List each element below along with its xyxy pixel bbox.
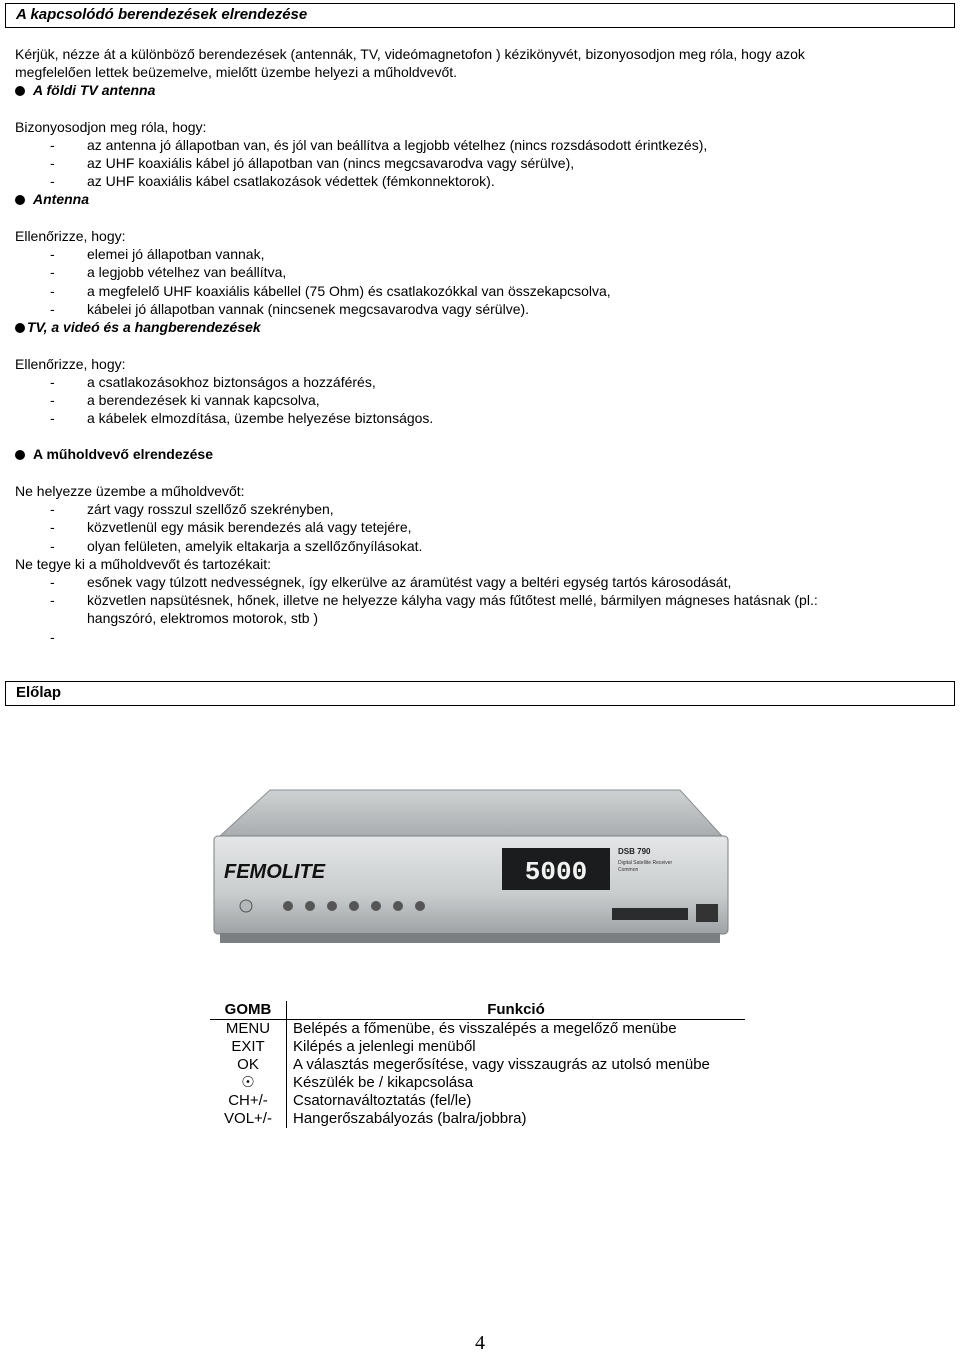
list-item-continuation: hangszóró, elektromos motorok, stb ) xyxy=(87,610,319,626)
heading-antenna: Antenna xyxy=(15,190,89,208)
cell-button: VOL+/- xyxy=(224,1110,272,1127)
header-function: Funkció xyxy=(287,1001,746,1020)
panel-button xyxy=(305,901,315,911)
list-item: - az antenna jó állapotban van, és jól van beállítva a legjobb vételhez (nincs rozsdásodott érintkezés), xyxy=(50,137,708,153)
cell-button: MENU xyxy=(225,1020,271,1037)
list-item: - zárt vagy rosszul szellőző szekrényben, xyxy=(50,501,334,517)
list-item: - a megfelelő UHF koaxiális kábellel (75 Ohm) és csatlakozókkal van összekapcsolva, xyxy=(50,283,611,299)
intro-line-1: Kérjük, nézze át a különböző berendezések (antennák, TV, videómagnetofon ) kézikönyvét, bizonyosodjon meg róla, hogy azok xyxy=(15,46,805,62)
list-item: - a legjobb vételhez van beállítva, xyxy=(50,264,287,280)
model-sub-2: Common xyxy=(618,867,639,873)
page-number: 4 xyxy=(475,1332,485,1354)
table-row xyxy=(210,1074,745,1092)
model-sub-1: Digital Satellite Receiver xyxy=(618,860,673,866)
list-item: - az UHF koaxiális kábel csatlakozások védettek (fémkonnektorok). xyxy=(50,173,495,189)
list-item: - közvetlen napsütésnek, hőnek, illetve ne helyezze kályha vagy más fűtőtest mellé, bármilyen mágneses hatásnak (pl.: xyxy=(50,592,818,608)
list-item: - elemei jó állapotban vannak, xyxy=(50,246,265,262)
muholdvevo-lead: Ne helyezze üzembe a műholdvevőt: xyxy=(15,483,245,499)
list-item: - esőnek vagy túlzott nedvességnek, így elkerülve az áramütést vagy a beltéri egység tartós károsodását, xyxy=(50,574,732,590)
cell-button: CH+/- xyxy=(228,1092,268,1109)
antenna-lead: Ellenőrizze, hogy: xyxy=(15,228,126,244)
heading-tv: TV, a videó és a hangberendezések xyxy=(15,318,261,336)
table-row xyxy=(210,1020,745,1039)
receiver-front-panel-image xyxy=(210,788,732,948)
card-slot-label xyxy=(612,908,688,920)
panel-button xyxy=(371,901,381,911)
list-item: - a csatlakozásokhoz biztonságos a hozzáférés, xyxy=(50,374,376,390)
top-cover xyxy=(220,790,722,836)
table-row xyxy=(210,1110,745,1128)
table-row xyxy=(210,1092,745,1110)
list-item: - a kábelek elmozdítása, üzembe helyezése biztonságos. xyxy=(50,410,434,426)
section-title-box xyxy=(5,3,955,28)
display-readout: 5000 xyxy=(524,857,588,887)
cell-function: Készülék be / kikapcsolása xyxy=(287,1074,746,1092)
list-item: - a berendezések ki vannak kapcsolva, xyxy=(50,392,320,408)
brand-logo: FEMOLITE xyxy=(224,861,326,883)
table-header-row xyxy=(210,1001,745,1020)
section-title-box-elolap xyxy=(5,681,955,706)
header-button: GOMB xyxy=(210,1001,287,1020)
foldi-lead: Bizonyosodjon meg róla, hogy: xyxy=(15,119,207,135)
intro-line-2: megfelelően lettek beüzemelve, mielőtt üzembe helyezi a műholdvevőt. xyxy=(15,64,458,80)
panel-button xyxy=(393,901,403,911)
list-item-empty-dash: - xyxy=(50,629,55,645)
button-function-table xyxy=(210,1001,745,1128)
heading-foldi-antenna: A földi TV antenna xyxy=(15,81,155,99)
panel-button xyxy=(283,901,293,911)
list-item: - közvetlenül egy másik berendezés alá vagy tetejére, xyxy=(50,519,412,535)
list-item: - kábelei jó állapotban vannak (nincsenek megcsavarodva vagy sérülve). xyxy=(50,301,530,317)
table-row xyxy=(210,1038,745,1056)
cell-function: Csatornaváltoztatás (fel/le) xyxy=(287,1092,746,1110)
panel-button xyxy=(327,901,337,911)
section-title-elolap: Előlap xyxy=(16,684,62,701)
cell-function: A választás megerősítése, vagy visszaugrás az utolsó menübe xyxy=(287,1056,746,1074)
cell-button: OK xyxy=(237,1056,259,1073)
list-item: - olyan felületen, amelyik eltakarja a szellőzőnyílásokat. xyxy=(50,538,423,554)
cell-function: Belépés a főmenübe, és visszalépés a megelőző menübe xyxy=(287,1020,746,1039)
tv-lead: Ellenőrizze, hogy: xyxy=(15,356,126,372)
bullet-icon xyxy=(15,195,25,205)
power-symbol-icon: ☉ xyxy=(241,1074,255,1091)
base xyxy=(220,933,720,943)
bullet-icon xyxy=(15,450,25,460)
heading-muholdvevo: A műholdvevő elrendezése xyxy=(15,445,213,463)
bullet-icon xyxy=(15,86,25,96)
bullet-icon xyxy=(15,323,25,333)
panel-button xyxy=(415,901,425,911)
cell-button: EXIT xyxy=(231,1038,265,1055)
cell-function: Kilépés a jelenlegi menüből xyxy=(287,1038,746,1056)
section-title: A kapcsolódó berendezések elrendezése xyxy=(16,6,308,23)
dvb-logo xyxy=(696,904,718,922)
list-item: - az UHF koaxiális kábel jó állapotban van (nincs megcsavarodva vagy sérülve), xyxy=(50,155,575,171)
model-label: DSB 790 xyxy=(618,847,651,856)
cell-function: Hangerőszabályozás (balra/jobbra) xyxy=(287,1110,746,1128)
muholdvevo-lead-2: Ne tegye ki a műholdvevőt és tartozékait: xyxy=(15,556,272,572)
table-row xyxy=(210,1056,745,1074)
power-button xyxy=(240,900,252,912)
panel-button xyxy=(349,901,359,911)
